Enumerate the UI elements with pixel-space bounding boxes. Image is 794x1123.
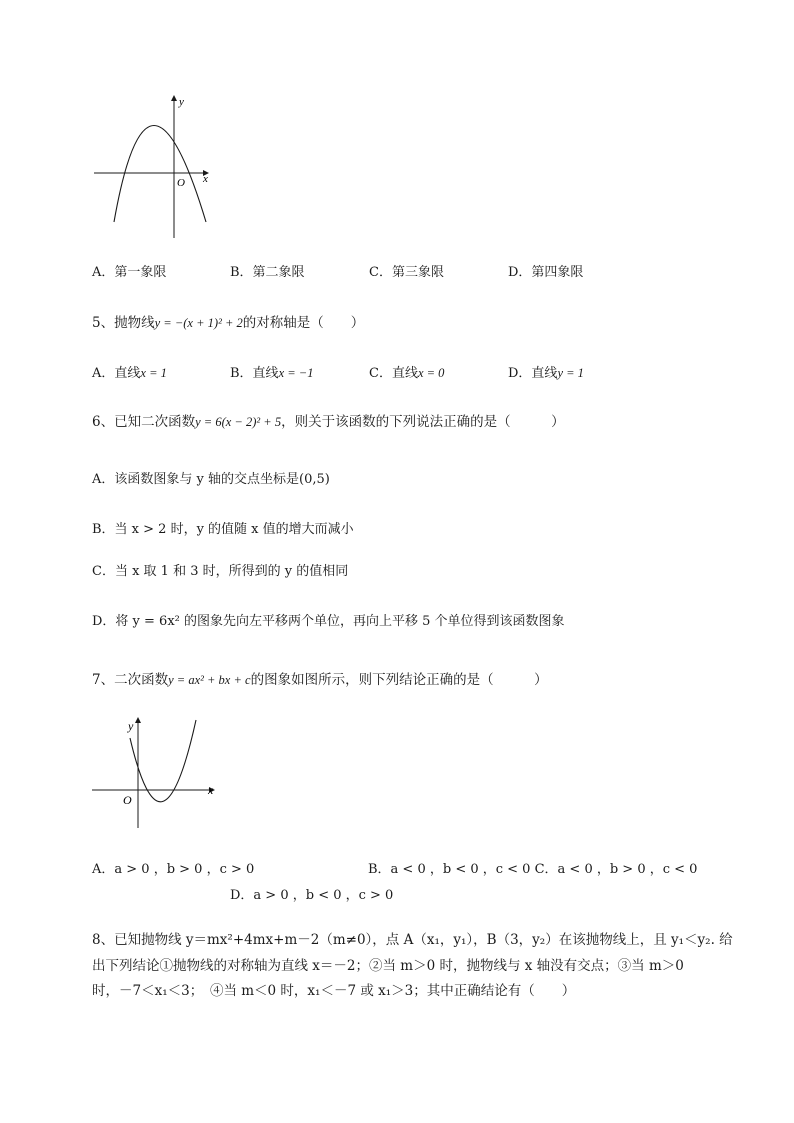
parabola-curve: [114, 126, 206, 223]
q7-formula: y = ax² + bx + c: [168, 673, 251, 687]
q4-option-d[interactable]: D．第四象限: [508, 265, 584, 280]
q5-option-d-math: y = 1: [557, 366, 584, 380]
q7-option-bc[interactable]: B．a < 0 ，b < 0 ，c < 0 C．a < 0 ，b > 0 ，c < 0: [368, 862, 698, 877]
q7-prefix: 7、二次函数: [92, 672, 169, 688]
figure-parabola-2: [90, 716, 220, 834]
q6-option-c[interactable]: C．当 x 取 1 和 3 时，所得到的 y 的值相同: [92, 564, 349, 579]
question-8-line-3: 时，－7＜x₁＜3； ④当 m＜0 时，x₁＜－7 或 x₁＞3；其中正确结论有（ ）: [92, 983, 576, 999]
question-6-stem: [92, 410, 565, 430]
question-8-line-2: 出下列结论①抛物线的对称轴为直线 x＝－2；②当 m＞0 时，抛物线与 x 轴没有交点；③当 m＞0: [92, 958, 684, 974]
q5-option-b-prefix: B．直线: [230, 366, 279, 381]
q5-option-b-math: x = −1: [278, 366, 314, 380]
question-5-stem: [92, 311, 364, 331]
q5-option-a[interactable]: [92, 362, 167, 381]
q5-option-a-math: x = 1: [140, 366, 167, 380]
q5-option-c-prefix: C．直线: [369, 366, 418, 381]
x-axis-label: x: [208, 783, 214, 797]
q5-option-c[interactable]: [369, 362, 444, 381]
q6-suffix: ，则关于该函数的下列说法正确的是（ ）: [281, 414, 565, 430]
q4-option-b[interactable]: B．第二象限: [230, 265, 305, 280]
q6-option-b[interactable]: B．当 x > 2 时，y 的值随 x 值的增大而减小: [92, 522, 354, 537]
q5-formula: y = −(x + 1)² + 2: [154, 316, 243, 330]
q5-option-a-prefix: A．直线: [92, 366, 141, 381]
q6-option-a[interactable]: A．该函数图象与 y 轴的交点坐标是(0,5): [92, 472, 330, 487]
q4-option-c[interactable]: C．第三象限: [369, 265, 444, 280]
q5-prefix: 5、抛物线: [92, 315, 155, 331]
q6-option-d[interactable]: D．将 y = 6x² 的图象先向左平移两个单位，再向上平移 5 个单位得到该函数图象: [92, 614, 565, 629]
question-7-stem: [92, 668, 548, 688]
q7-option-d[interactable]: D．a > 0 ，b < 0 ，c > 0: [230, 888, 394, 903]
q5-option-c-math: x = 0: [417, 366, 445, 380]
q6-formula: y = 6(x − 2)² + 5: [195, 415, 282, 429]
q7-suffix: 的图象如图所示，则下列结论正确的是（ ）: [250, 672, 548, 688]
q5-option-d[interactable]: [508, 362, 584, 381]
x-axis-label: x: [203, 173, 208, 185]
origin-label: O: [177, 177, 185, 189]
figure-parabola-1: [90, 92, 220, 242]
q5-suffix: 的对称轴是（ ）: [242, 315, 365, 331]
q5-option-b[interactable]: [230, 362, 313, 381]
q7-option-a[interactable]: A．a > 0 ，b > 0 ，c > 0: [92, 862, 255, 877]
q4-option-a[interactable]: A．第一象限: [92, 265, 167, 280]
y-axis-label: y: [179, 96, 184, 108]
y-axis-label: y: [128, 719, 134, 733]
question-8-line-1: 8、已知抛物线 y＝mx²+4mx+m－2（m≠0），点 A（x₁，y₁），B（3，y₂）在该抛物线上，且 y₁＜y₂. 给: [92, 932, 733, 948]
origin-label: O: [123, 793, 132, 807]
q6-prefix: 6、已知二次函数: [92, 414, 196, 430]
q5-option-d-prefix: D．直线: [508, 366, 558, 381]
